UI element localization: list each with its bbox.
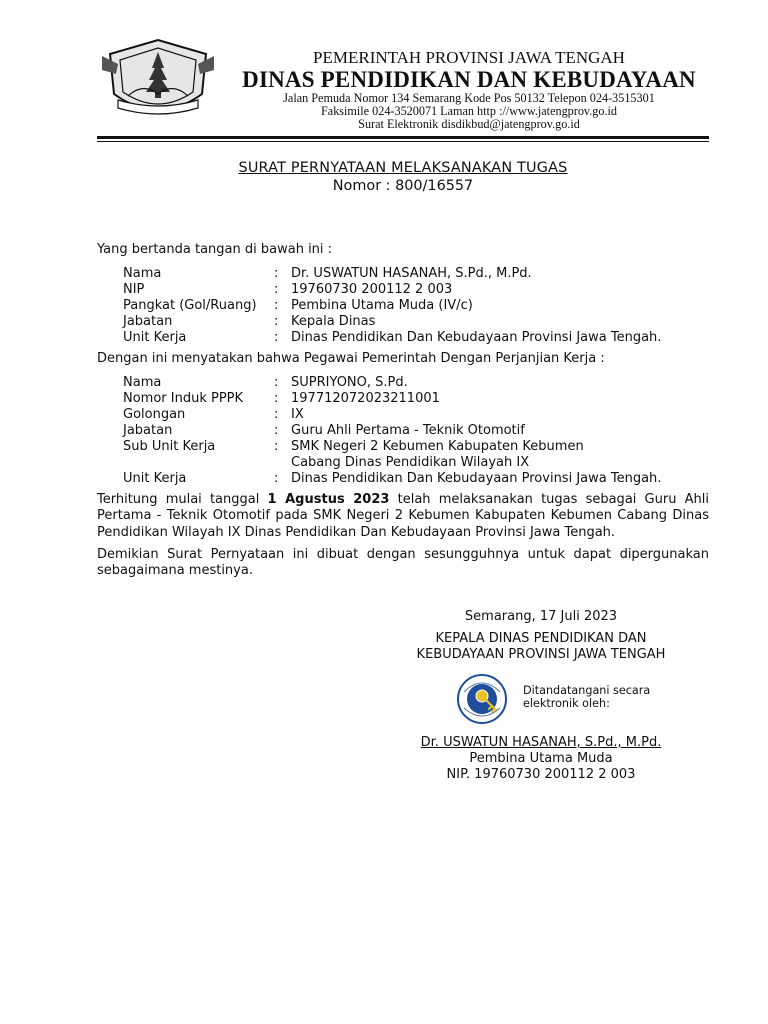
employee-label: Golongan — [123, 407, 186, 422]
signer-colon: : — [274, 298, 279, 313]
start-date: 1 Agustus 2023 — [267, 492, 390, 507]
signer-position: Kepala Dinas — [291, 314, 376, 329]
signer-position-line1: KEPALA DINAS PENDIDIKAN DAN — [435, 631, 647, 646]
letterhead-divider-thick — [97, 136, 709, 139]
employee-sub-unit: SMK Negeri 2 Kebumen Kabupaten Kebumen — [291, 439, 584, 454]
letterhead-fax-web: Faksimile 024-3520071 Laman http ://www.jatengprov.go.id — [321, 104, 617, 118]
signer-signature-nip: NIP. 19760730 200112 2 003 — [446, 767, 636, 782]
signer-nip: 19760730 200112 2 003 — [291, 282, 453, 297]
letterhead-department: DINAS PENDIDIKAN DAN KEBUDAYAAN — [242, 67, 696, 92]
signer-unit: Dinas Pendidikan Dan Kebudayaan Provinsi Jawa Tengah. — [291, 330, 662, 345]
signer-label: NIP — [123, 282, 145, 297]
statement-paragraph — [97, 492, 709, 541]
document-title: SURAT PERNYATAAN MELAKSANAKAN TUGAS — [238, 160, 568, 176]
employee-label: Nama — [123, 375, 162, 390]
signer-colon: : — [274, 266, 279, 281]
employee-label: Sub Unit Kerja — [123, 439, 216, 454]
statement-text-start: Terhitung mulai tanggal — [97, 492, 268, 507]
employee-name: SUPRIYONO, S.Pd. — [291, 375, 408, 390]
employee-colon: : — [274, 423, 279, 438]
employee-label: Unit Kerja — [123, 471, 187, 486]
employee-label: Jabatan — [123, 423, 173, 438]
signer-name: Dr. USWATUN HASANAH, S.Pd., M.Pd. — [291, 266, 532, 281]
employee-colon: : — [274, 375, 279, 390]
signer-intro: Yang bertanda tangan di bawah ini : — [97, 242, 333, 257]
employee-pppk-number: 197712072023211001 — [291, 391, 440, 406]
employee-colon: : — [274, 471, 279, 486]
letterhead-divider-thin — [97, 141, 709, 142]
electronic-signature-seal-icon — [452, 672, 514, 726]
letterhead-government: PEMERINTAH PROVINSI JAWA TENGAH — [313, 48, 625, 67]
signer-colon: : — [274, 330, 279, 345]
document-number: Nomor : 800/16557 — [332, 178, 474, 194]
employee-colon: : — [274, 391, 279, 406]
employee-grade: IX — [291, 407, 304, 422]
place-date: Semarang, 17 Juli 2023 — [464, 609, 618, 624]
signer-label: Nama — [123, 266, 162, 281]
employee-intro: Dengan ini menyatakan bahwa Pegawai Pemerintah Dengan Perjanjian Kerja : — [97, 351, 605, 366]
employee-colon: : — [274, 439, 279, 454]
employee-sub-unit-line2: Cabang Dinas Pendidikan Wilayah IX — [291, 455, 530, 470]
employee-unit: Dinas Pendidikan Dan Kebudayaan Provinsi Jawa Tengah. — [291, 471, 662, 486]
stamp-caption — [523, 684, 650, 710]
stamp-caption-line2: elektronik oleh: — [523, 697, 610, 710]
letterhead-email: Surat Elektronik disdikbud@jatengprov.go.id — [358, 117, 580, 131]
letterhead-address: Jalan Pemuda Nomor 134 Semarang Kode Pos 50132 Telepon 024-3515301 — [283, 91, 655, 105]
central-java-province-emblem-icon — [98, 34, 218, 124]
statement-text-end: telah melaksanakan tugas sebagai Guru Ahli Pertama - Teknik Otomotif pada SMK Negeri 2 Kebumen Kabupaten Kebumen Cabang Dinas Pendidikan Wilayah IX Dinas Pendidikan Dan Kebudayaan Provinsi Jawa Tengah. — [97, 492, 709, 540]
signer-colon: : — [274, 314, 279, 329]
signer-rank: Pembina Utama Muda (IV/c) — [291, 298, 473, 313]
signer-label: Pangkat (Gol/Ruang) — [123, 298, 257, 313]
signer-label: Jabatan — [123, 314, 173, 329]
employee-colon: : — [274, 407, 279, 422]
employee-position: Guru Ahli Pertama - Teknik Otomotif — [291, 423, 525, 438]
employee-label: Nomor Induk PPPK — [123, 391, 244, 406]
closing-paragraph: Demikian Surat Pernyataan ini dibuat dengan sesungguhnya untuk dapat dipergunakan sebagaimana mestinya. — [97, 547, 709, 579]
signer-signature-rank: Pembina Utama Muda — [469, 751, 613, 766]
signer-position-line2: KEBUDAYAAN PROVINSI JAWA TENGAH — [416, 647, 666, 662]
signer-colon: : — [274, 282, 279, 297]
signer-label: Unit Kerja — [123, 330, 187, 345]
stamp-caption-line1: Ditandatangani secara — [523, 684, 651, 697]
signer-signature-name: Dr. USWATUN HASANAH, S.Pd., M.Pd. — [420, 735, 662, 750]
